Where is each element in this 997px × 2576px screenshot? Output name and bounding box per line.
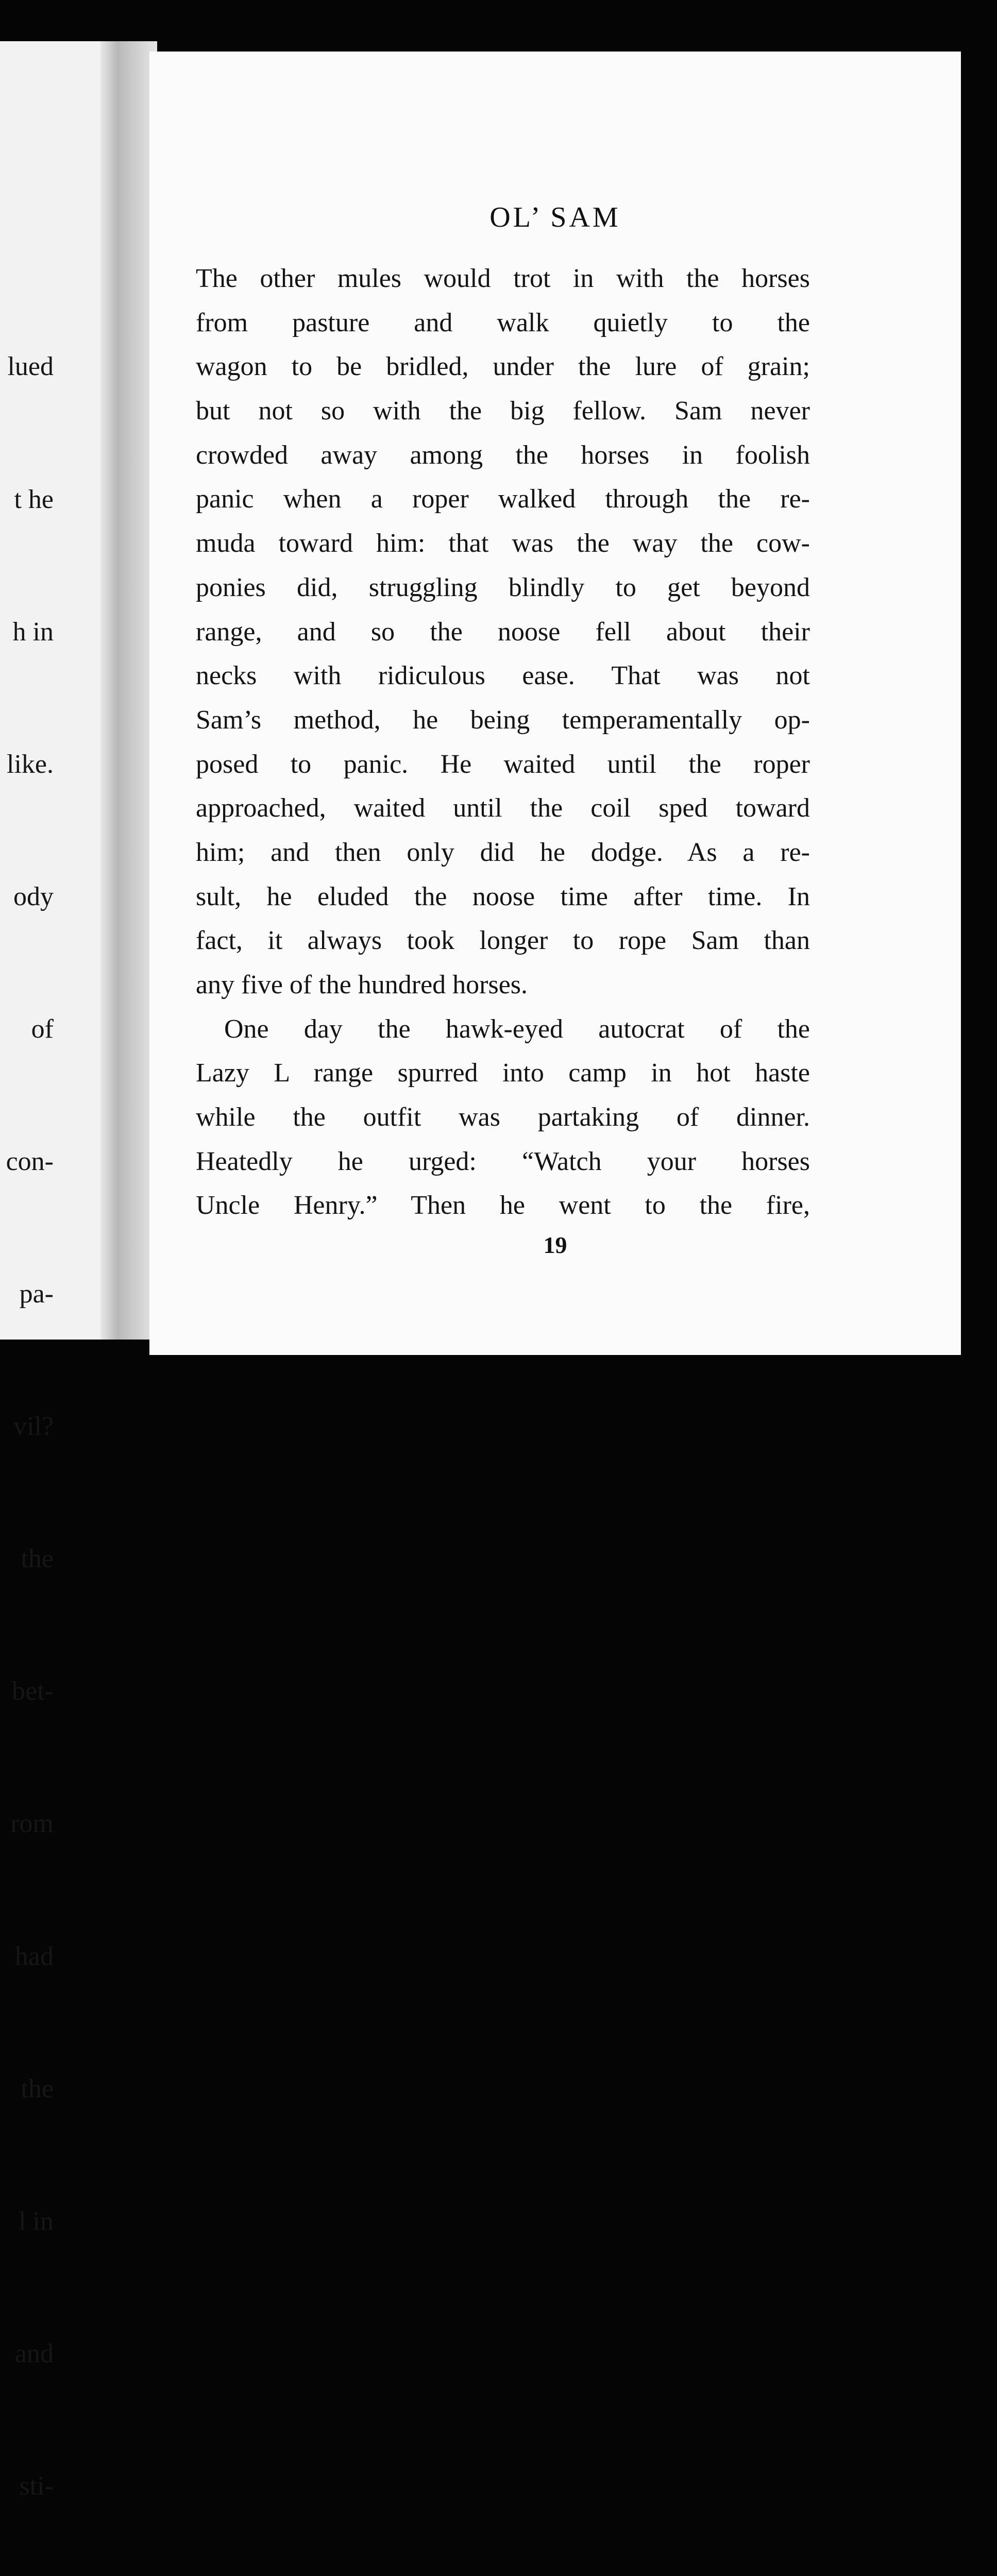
right-page bbox=[149, 52, 961, 1355]
text-line: from pasture and walk quietly to the bbox=[196, 308, 810, 337]
left-line: and bbox=[14, 2338, 54, 2368]
text-line: any five of the hundred horses. bbox=[196, 970, 528, 999]
text-line: but not so with the big fellow. Sam never bbox=[196, 396, 810, 426]
text-line: Heatedly he urged: “Watch your horses bbox=[196, 1146, 810, 1176]
left-line: like. bbox=[7, 749, 54, 779]
text-line: while the outfit was partaking of dinner. bbox=[196, 1103, 810, 1132]
left-line: lued bbox=[7, 352, 54, 382]
book-gutter-shadow bbox=[100, 41, 157, 1340]
left-line: con- bbox=[6, 1146, 54, 1176]
text-line: crowded away among the horses in foolish bbox=[196, 440, 810, 470]
text-line: necks with ridiculous ease. That was not bbox=[196, 661, 810, 691]
text-line: muda toward him: that was the way the cow- bbox=[196, 529, 810, 558]
left-page-text bbox=[6, 257, 54, 2576]
left-line: of bbox=[31, 1014, 54, 1044]
text-line: sult, he eluded the noose time after time. In bbox=[196, 882, 810, 911]
left-page bbox=[0, 41, 114, 2501]
left-line: h in bbox=[12, 617, 54, 647]
left-line: sti- bbox=[19, 2471, 54, 2501]
text-line: Sam’s method, he being temperamentally op- bbox=[196, 705, 810, 735]
text-line: him; and then only did he dodge. As a re- bbox=[196, 837, 810, 867]
left-line: bet- bbox=[12, 1676, 54, 1706]
body-text bbox=[196, 257, 810, 1228]
left-line: ody bbox=[13, 882, 54, 911]
text-line: Lazy L range spurred into camp in hot haste bbox=[196, 1058, 810, 1088]
text-line: range, and so the noose fell about their bbox=[196, 617, 810, 647]
left-line: the bbox=[21, 2074, 54, 2104]
left-line: t he bbox=[14, 484, 54, 514]
text-line: The other mules would trot in with the horses bbox=[196, 264, 810, 293]
text-line: wagon to be bridled, under the lure of grain; bbox=[196, 352, 810, 382]
left-line: l in bbox=[19, 2206, 54, 2236]
left-line: pa- bbox=[19, 1279, 54, 1309]
text-line: posed to panic. He waited until the roper bbox=[196, 749, 810, 779]
text-line: Uncle Henry.” Then he went to the fire, bbox=[196, 1191, 810, 1221]
text-line: ponies did, struggling blindly to get beyond bbox=[196, 572, 810, 602]
page-number: 19 bbox=[543, 1232, 567, 1258]
text-line: panic when a roper walked through the re- bbox=[196, 484, 810, 514]
left-line: the bbox=[21, 1544, 54, 1574]
text-line: fact, it always took longer to rope Sam than bbox=[196, 926, 810, 956]
left-line: vil? bbox=[13, 1412, 54, 1442]
left-line: had bbox=[14, 1941, 54, 1971]
text-line: One day the hawk-eyed autocrat of the bbox=[224, 1014, 810, 1044]
running-head: OL’ SAM bbox=[489, 201, 621, 233]
left-line: rom bbox=[10, 1809, 54, 1839]
text-line: approached, waited until the coil sped toward bbox=[196, 793, 810, 823]
